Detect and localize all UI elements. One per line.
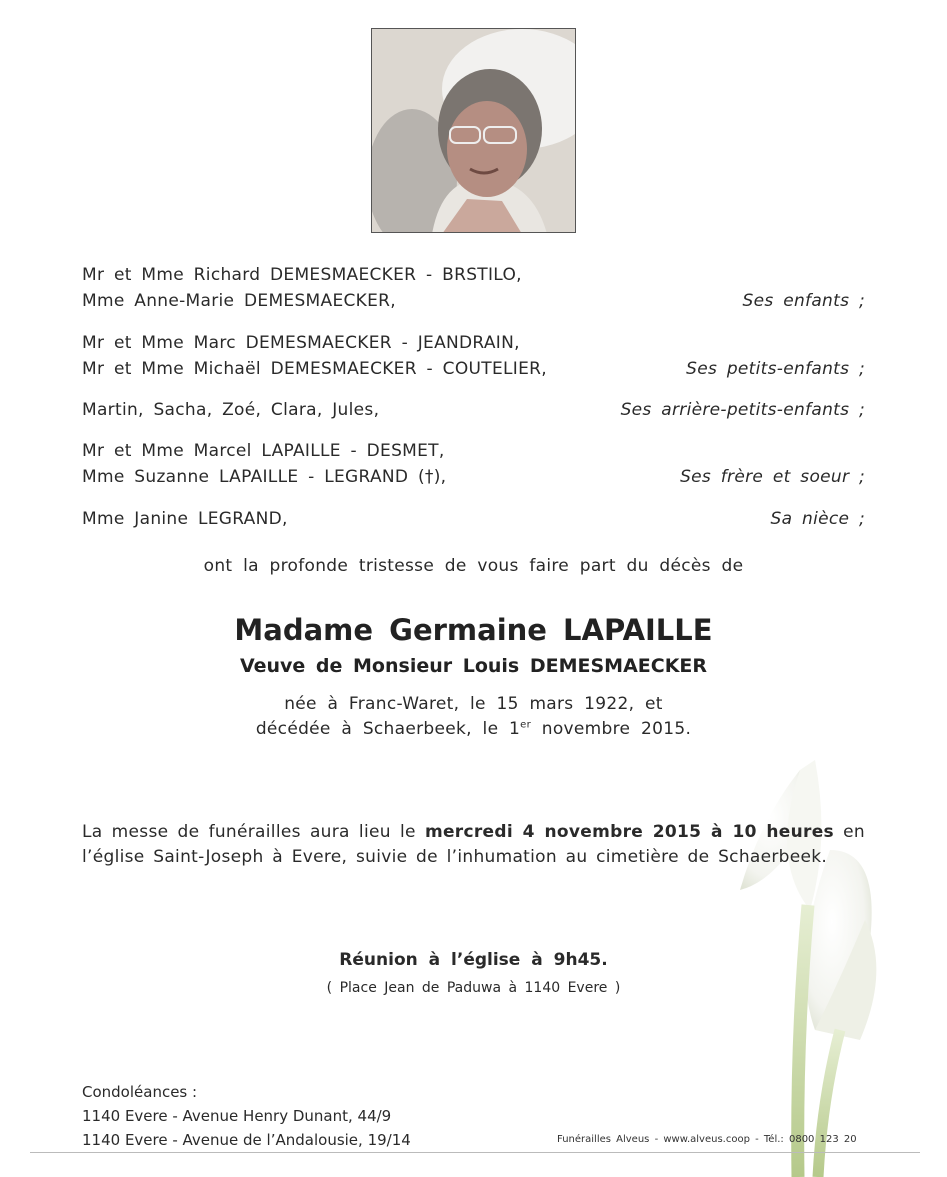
funeral-home-credit: Funérailles Alveus - www.alveus.coop - Tél.: 0800 123 20 bbox=[557, 1134, 857, 1145]
condolences-address-2: 1140 Evere - Avenue de l’Andalousie, 19/14 bbox=[82, 1131, 411, 1149]
family-names: Mme Janine LEGRAND, bbox=[82, 509, 288, 529]
family-names: Mr et Mme Marc DEMESMAECKER - JEANDRAIN, bbox=[82, 333, 520, 353]
family-names: Mr et Mme Marcel LAPAILLE - DESMET, bbox=[82, 441, 445, 461]
condolences-title: Condoléances : bbox=[82, 1083, 198, 1101]
deceased-name: Madame Germaine LAPAILLE bbox=[234, 613, 713, 647]
family-names: Mme Anne-Marie DEMESMAECKER, bbox=[82, 291, 396, 311]
family-names: Mr et Mme Richard DEMESMAECKER - BRSTILO, bbox=[82, 265, 522, 285]
funeral-line-1: La messe de funérailles aura lieu le mercredi 4 novembre 2015 à 10 heures en bbox=[82, 822, 865, 842]
bottom-divider bbox=[30, 1152, 920, 1153]
relation-label: Ses petits-enfants ; bbox=[686, 359, 865, 379]
meeting-info: Réunion à l’église à 9h45. bbox=[339, 950, 608, 970]
condolences-address-1: 1140 Evere - Avenue Henry Dunant, 44/9 bbox=[82, 1107, 392, 1125]
portrait-photo bbox=[371, 28, 576, 233]
announcement-text: ont la profonde tristesse de vous faire part du décès de bbox=[203, 556, 744, 576]
meeting-address: ( Place Jean de Paduwa à 1140 Evere ) bbox=[326, 980, 621, 996]
widow-of: Veuve de Monsieur Louis DEMESMAECKER bbox=[239, 655, 708, 677]
relation-label: Ses arrière-petits-enfants ; bbox=[620, 400, 865, 420]
funeral-details bbox=[82, 820, 865, 870]
family-names: Martin, Sacha, Zoé, Clara, Jules, bbox=[82, 400, 380, 420]
relation-label: Sa nièce ; bbox=[770, 509, 865, 529]
birth-line: née à Franc-Waret, le 15 mars 1922, et bbox=[284, 694, 663, 714]
relation-label: Ses frère et soeur ; bbox=[680, 467, 865, 487]
family-names: Mr et Mme Michaël DEMESMAECKER - COUTELIER, bbox=[82, 359, 547, 379]
relation-label: Ses enfants ; bbox=[742, 291, 865, 311]
funeral-datetime: mercredi 4 novembre 2015 à 10 heures bbox=[424, 822, 834, 842]
family-names: Mme Suzanne LAPAILLE - LEGRAND (†), bbox=[82, 467, 447, 487]
condolences-block bbox=[82, 1080, 411, 1152]
death-line: décédée à Schaerbeek, le 1er novembre 2015. bbox=[255, 719, 692, 739]
funeral-line-2: l’église Saint-Joseph à Evere, suivie de l’inhumation au cimetière de Schaerbeek. bbox=[82, 847, 828, 867]
